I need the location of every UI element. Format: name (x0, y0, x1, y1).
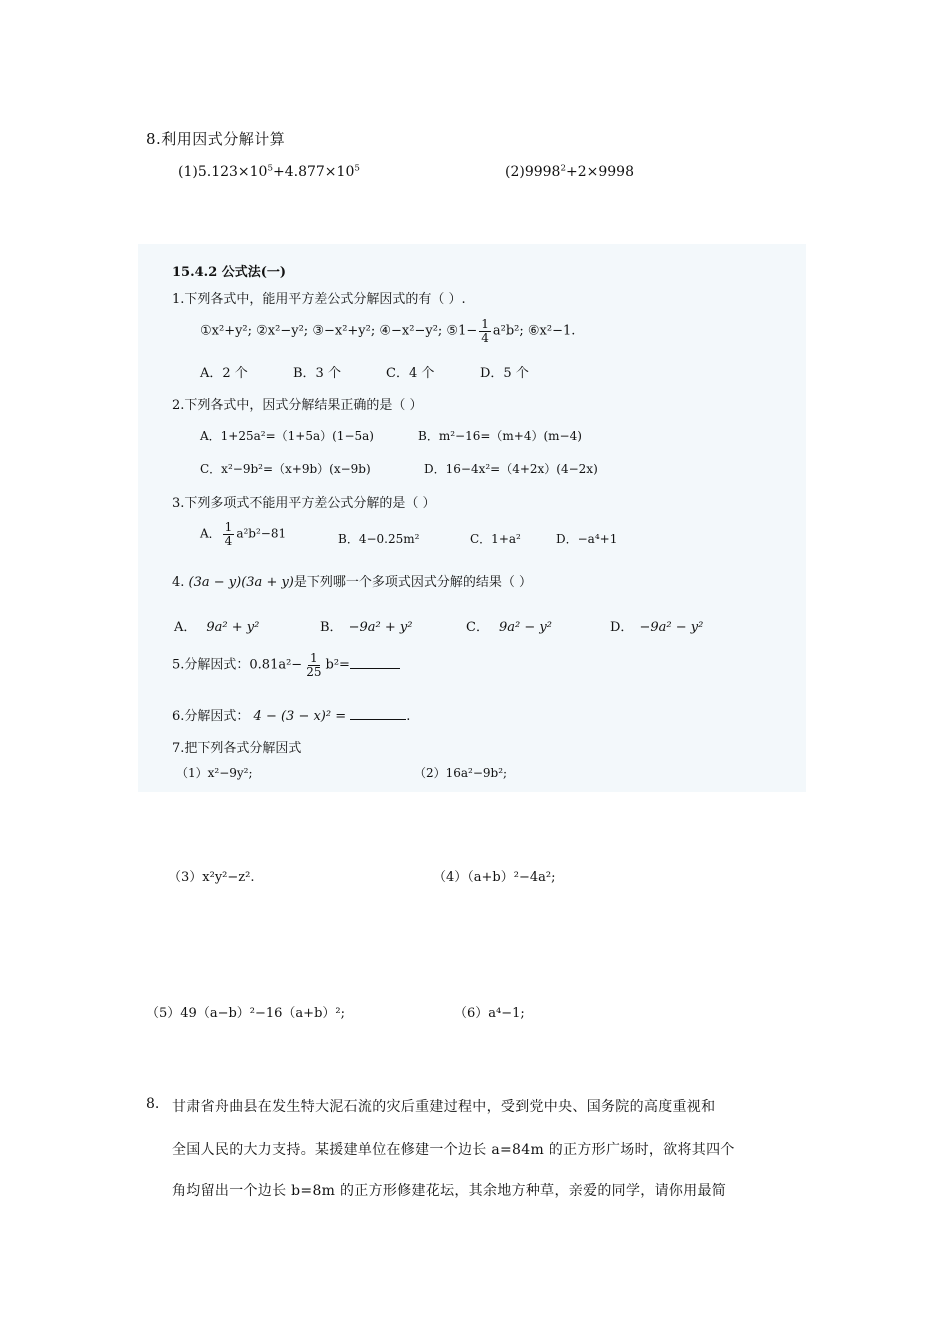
question-8-title: 8.利用因式分解计算 (146, 130, 286, 148)
q4-b-expr: −9a² + y² (348, 620, 413, 635)
q8-p2-a: (2)9998 (505, 164, 561, 180)
q3-option-b: B．4−0.25m² (338, 532, 420, 546)
q5-frac-num: 1 (310, 651, 318, 665)
q3-option-a (200, 521, 286, 547)
q5-prefix: 5.分解因式：0.81a²− (172, 657, 303, 673)
q8-p1-a: (1)5.123×10 (178, 164, 268, 180)
question-8-line-1: 甘肃省舟曲县在发生特大泥石流的灾后重建过程中，受到党中央、国务院的高度重视和 (172, 1099, 716, 1115)
q1-fraction (479, 318, 491, 344)
q3-a-rest: a²b²−81 (236, 526, 287, 541)
q4-option-b (320, 616, 412, 635)
q1-option-d: D．5 个 (480, 366, 529, 381)
q5-rest: b²= (325, 657, 350, 673)
q1-items-a: ①x²+y²; ②x²−y²; ③−x²+y²; ④−x²−y²; ⑤1− (200, 323, 478, 339)
question-8-number: 8. (146, 1096, 160, 1112)
q3-a-frac-den: 4 (224, 533, 233, 548)
question-8-part-1 (178, 164, 360, 180)
q4-expression: (3a − y)(3a + y) (188, 575, 294, 590)
question-8-line-3: 角均留出一个边长 b=8m 的正方形修建花坛，其余地方种草，亲爱的同学，请你用最简 (172, 1183, 727, 1199)
q2-option-b: B．m²−16=（m+4）(m−4) (418, 429, 582, 443)
q4-d-expr: −9a² − y² (639, 620, 704, 635)
q2-option-d: D．16−4x²=（4+2x）(4−2x) (424, 462, 598, 476)
q4-option-a (174, 616, 259, 635)
q4-c-expr: 9a² − y² (498, 620, 552, 635)
q4-a-expr: 9a² + y² (206, 620, 260, 635)
q4-b-label: B． (320, 620, 343, 635)
q7-part-5: （5）49（a−b）²−16（a+b）²; (146, 1006, 345, 1021)
q1-option-a: A．2 个 (200, 366, 248, 381)
q4-text: 是下列哪一个多项式因式分解的结果（ ） (293, 575, 533, 590)
q5-fraction (304, 652, 323, 678)
q6-answer-blank[interactable] (350, 719, 406, 720)
q6-prefix: 6.分解因式： (172, 709, 250, 724)
question-6 (172, 705, 410, 724)
q2-option-a: A．1+25a²=（1+5a）(1−5a) (200, 429, 374, 443)
q2-option-c: C．x²−9b²=（x+9b）(x−9b) (200, 462, 371, 476)
q6-end: . (406, 709, 411, 724)
q6-expression: 4 − (3 − x)² = (253, 709, 347, 724)
q7-part-6: （6）a⁴−1; (454, 1006, 525, 1021)
q4-option-d (610, 616, 703, 635)
q5-answer-blank[interactable] (350, 668, 400, 669)
q8-p2-b: +2×9998 (566, 164, 634, 180)
q1-frac-num: 1 (481, 317, 489, 331)
q8-p1-exp: 5 (267, 163, 273, 174)
q8-p1-exp2: 5 (354, 163, 360, 174)
q4-prefix: 4. (172, 575, 185, 590)
q7-part-2: （2）16a²−9b²; (414, 766, 508, 780)
q4-d-label: D． (610, 620, 634, 635)
q4-c-label: C． (466, 620, 489, 635)
q4-option-c (466, 616, 552, 635)
question-5 (172, 652, 400, 678)
question-3: 3.下列多项式不能用平方差公式分解的是（ ） (172, 496, 436, 511)
q3-a-frac-num: 1 (224, 520, 233, 534)
q7-part-4: （4）（a+b）²−4a²; (433, 870, 556, 885)
q3-a-label: A． (200, 526, 221, 541)
q1-option-c: C．4 个 (386, 366, 435, 381)
question-1: 1.下列各式中，能用平方差公式分解因式的有（ ）. (172, 292, 466, 307)
question-2: 2.下列各式中，因式分解结果正确的是（ ） (172, 398, 423, 413)
q3-option-d: D．−a⁴+1 (556, 532, 618, 546)
question-8-line-2: 全国人民的大力支持。某援建单位在修建一个边长 a=84m 的正方形广场时，欲将其四个 (172, 1142, 735, 1158)
q4-a-label: A． (174, 620, 197, 635)
question-4 (172, 571, 532, 590)
q1-items-b: a²b²; ⑥x²−1. (492, 323, 576, 339)
q1-frac-den: 4 (481, 330, 489, 345)
q3-a-fraction (223, 521, 235, 547)
q8-p2-exp: 2 (560, 163, 566, 174)
question-7: 7.把下列各式分解因式 (172, 741, 302, 756)
q7-part-1: （1）x²−9y²; (176, 766, 253, 780)
q3-option-c: C．1+a² (470, 532, 521, 546)
q8-p1-b: +4.877×10 (273, 164, 355, 180)
question-8-part-2 (505, 164, 634, 180)
q5-frac-den: 25 (306, 664, 322, 679)
q1-option-b: B．3 个 (293, 366, 341, 381)
q7-part-3: （3）x²y²−z². (168, 870, 255, 885)
question-1-items (200, 318, 575, 344)
section-title: 15.4.2 公式法(一) (172, 265, 287, 280)
